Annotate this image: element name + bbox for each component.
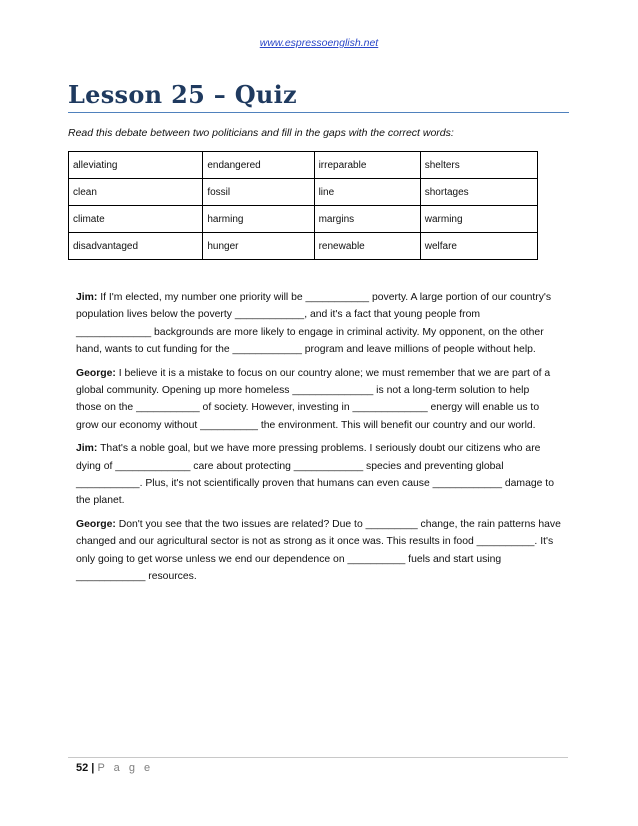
- debate-line: the planet.: [76, 495, 125, 507]
- debate-line: those on the ___________ of society. However, investing in _____________ energy will enable us to: [76, 402, 540, 414]
- table-cell: margins: [314, 206, 420, 233]
- table-row: [69, 179, 538, 206]
- debate-paragraph: [76, 289, 566, 359]
- page-title: Lesson 25 – Quiz: [68, 80, 297, 109]
- table-cell: shortages: [420, 179, 537, 206]
- footer-divider: [68, 757, 568, 758]
- debate-line: George: Don't you see that the two issues are related? Due to _________ change, the rain patterns have: [76, 518, 561, 530]
- table-cell: alleviating: [69, 152, 203, 179]
- table-cell: shelters: [420, 152, 537, 179]
- debate-line: George: I believe it is a mistake to focus on our country alone; we must remember that we are part of a: [76, 367, 551, 379]
- table-cell: disadvantaged: [69, 233, 203, 260]
- debate-line: Jim: That's a noble goal, but we have more pressing problems. I seriously doubt our citizens who are: [76, 443, 541, 455]
- debate-line: Jim: If I'm elected, my number one priority will be ___________ poverty. A large portion of our country's: [76, 292, 552, 303]
- debate-line: dying of _____________ care about protecting ____________ species and preventing global: [76, 460, 504, 472]
- table-cell: irreparable: [314, 152, 420, 179]
- website-link[interactable]: www.espressoenglish.net: [259, 37, 379, 49]
- table-cell: harming: [203, 206, 314, 233]
- debate-text: [76, 289, 566, 592]
- debate-line: global community. Opening up more homeless ______________ is not a long-term solution to help: [76, 385, 530, 397]
- word-bank-table: [68, 151, 538, 260]
- table-cell: climate: [69, 206, 203, 233]
- debate-line: changed and our agricultural sector is not as strong as it once was. This results in food __________. It's: [76, 536, 554, 548]
- table-cell: welfare: [420, 233, 537, 260]
- table-row: [69, 233, 538, 260]
- speaker-name: George:: [76, 367, 116, 379]
- debate-line: population lives below the poverty ____________, and it's a fact that young people from: [76, 309, 481, 321]
- table-row: [69, 152, 538, 179]
- debate-line: grow our economy without __________ the environment. This will benefit our country and our world.: [76, 419, 536, 431]
- debate-line: hand, wants to cut funding for the ____________ program and leave millions of people without help.: [76, 344, 536, 356]
- table-cell: warming: [420, 206, 537, 233]
- table-cell: fossil: [203, 179, 314, 206]
- debate-paragraph: [76, 516, 566, 586]
- table-cell: line: [314, 179, 420, 206]
- page-footer: [76, 762, 153, 774]
- page-label: P a g e: [97, 762, 154, 774]
- footer-separator: |: [88, 762, 98, 774]
- instructions: Read this debate between two politicians and fill in the gaps with the correct words:: [68, 127, 454, 139]
- title-underline: [68, 112, 569, 113]
- table-cell: endangered: [203, 152, 314, 179]
- debate-line: ____________ resources.: [76, 571, 197, 583]
- speaker-name: Jim:: [76, 292, 98, 303]
- debate-line: _____________ backgrounds are more likely to engage in criminal activity. My opponent, on the other: [76, 326, 544, 338]
- table-cell: hunger: [203, 233, 314, 260]
- debate-paragraph: [76, 440, 566, 510]
- table-row: [69, 206, 538, 233]
- debate-paragraph: [76, 365, 566, 435]
- table-cell: clean: [69, 179, 203, 206]
- debate-line: ___________. Plus, it's not scientifically proven that humans can even cause ____________ damage to: [76, 478, 554, 490]
- speaker-name: George:: [76, 518, 116, 530]
- speaker-name: Jim:: [76, 443, 98, 455]
- table-cell: renewable: [314, 233, 420, 260]
- page-number: 52: [76, 762, 89, 774]
- debate-line: only going to get worse unless we end our dependence on __________ fuels and start using: [76, 553, 502, 565]
